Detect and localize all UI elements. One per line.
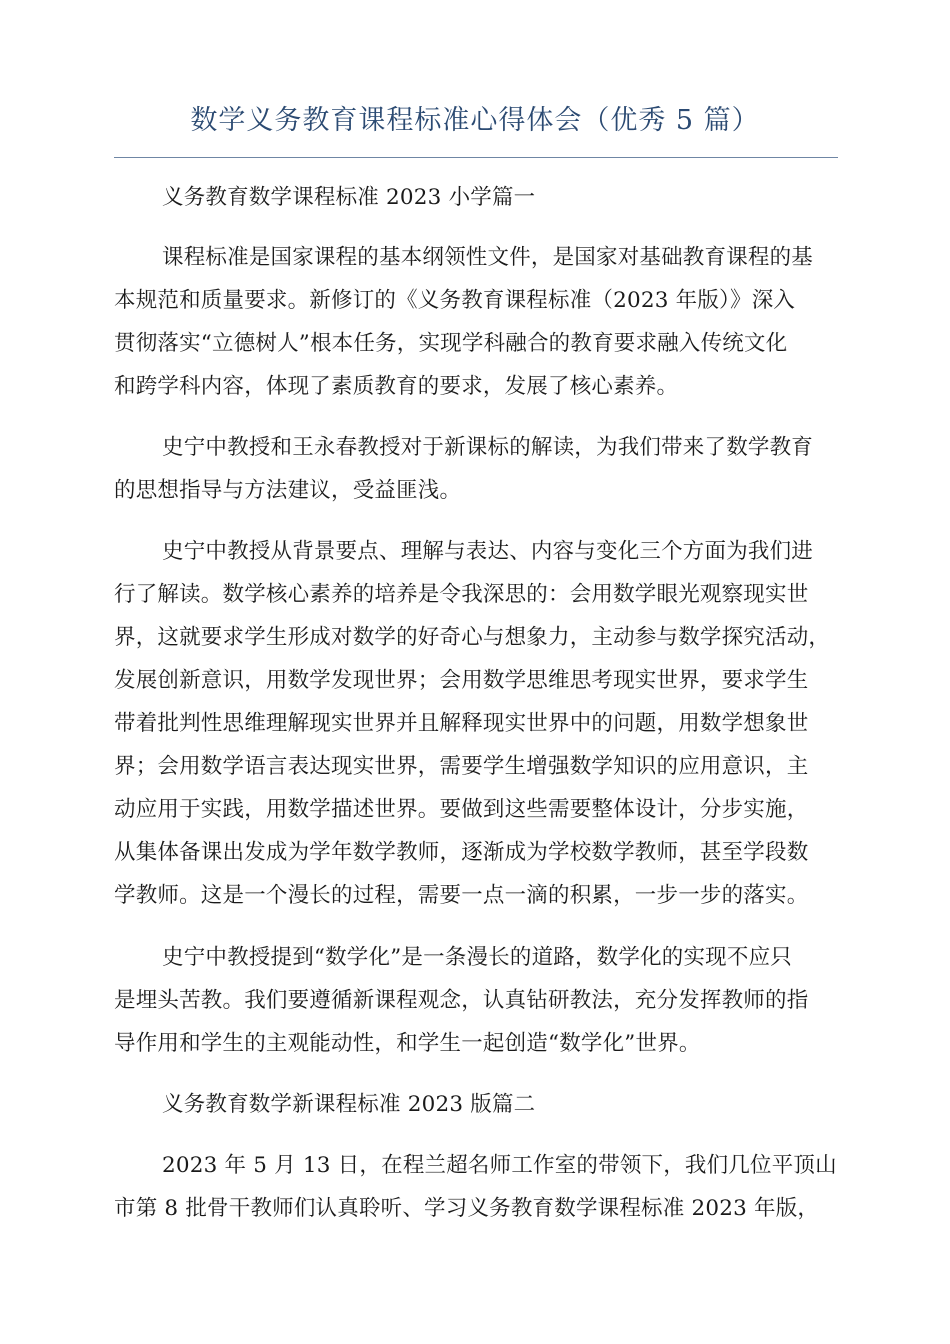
text-line: 贯彻落实“立德树人”根本任务，实现学科融合的教育要求融入传统文化 <box>114 331 788 356</box>
text-line: 动应用于实践，用数学描述世界。要做到这些需要整体设计，分步实施， <box>114 797 809 822</box>
document-title: 数学义务教育课程标准心得体会（优秀 5 篇） <box>190 105 760 136</box>
text-line: 和跨学科内容，体现了素质教育的要求，发展了核心素养。 <box>114 374 679 399</box>
text-line: 发展创新意识，用数学发现世界；会用数学思维思考现实世界，要求学生 <box>114 668 809 693</box>
text-line: 学教师。这是一个漫长的过程，需要一点一滴的积累，一步一步的落实。 <box>114 883 809 908</box>
text-line: 史宁中教授从背景要点、理解与表达、内容与变化三个方面为我们进 <box>162 539 814 564</box>
text-line: 课程标准是国家课程的基本纲领性文件，是国家对基础教育课程的基 <box>162 245 814 270</box>
text-line: 史宁中教授和王永春教授对于新课标的解读，为我们带来了数学教育 <box>162 435 814 460</box>
text-line: 从集体备课出发成为学年数学教师，逐渐成为学校数学教师，甚至学段数 <box>114 840 809 865</box>
text-line: 界，这就要求学生形成对数学的好奇心与想象力，主动参与数学探究活动， <box>114 625 831 650</box>
text-line: 的思想指导与方法建议，受益匪浅。 <box>114 478 462 503</box>
text-line: 带着批判性思维理解现实世界并且解释现实世界中的问题，用数学想象世 <box>114 711 809 736</box>
section-heading: 义务教育数学新课程标准 2023 版篇二 <box>162 1092 536 1117</box>
text-line: 本规范和质量要求。新修订的《义务教育课程标准（2023 年版）》深入 <box>114 288 796 313</box>
text-line: 史宁中教授提到“数学化”是一条漫长的道路，数学化的实现不应只 <box>162 945 792 970</box>
text-line: 行了解读。数学核心素养的培养是令我深思的：会用数学眼光观察现实世 <box>114 582 809 607</box>
text-line: 是埋头苦教。我们要遵循新课程观念，认真钻研教法，充分发挥教师的指 <box>114 988 809 1013</box>
title-divider <box>114 157 838 158</box>
section-heading: 义务教育数学课程标准 2023 小学篇一 <box>162 185 536 210</box>
text-line: 界；会用数学语言表达现实世界，需要学生增强数学知识的应用意识，主 <box>114 754 809 779</box>
text-line: 2023 年 5 月 13 日，在程兰超名师工作室的带领下，我们几位平顶山 <box>162 1153 837 1178</box>
text-line: 导作用和学生的主观能动性，和学生一起创造“数学化”世界。 <box>114 1031 701 1056</box>
text-line: 市第 8 批骨干教师们认真聆听、学习义务教育数学课程标准 2023 年版， <box>114 1196 820 1221</box>
